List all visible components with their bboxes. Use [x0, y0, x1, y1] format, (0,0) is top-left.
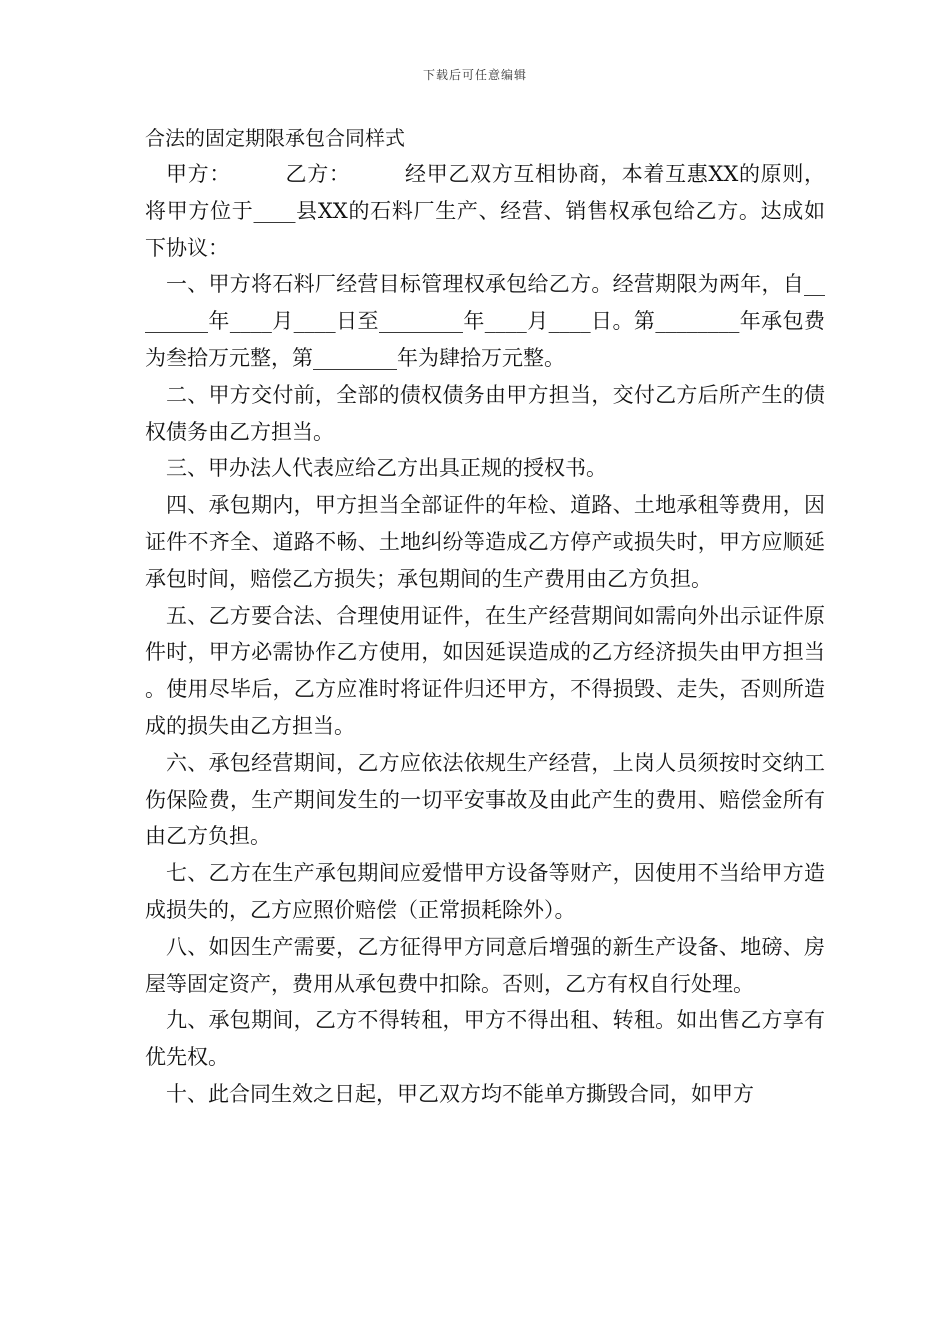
clause-7: 七、乙方在生产承包期间应爱惜甲方设备等财产，因使用不当给甲方造成损失的，乙方应照价赔偿（正常损耗除外）。	[145, 861, 825, 922]
clause-1: 一、甲方将石料厂经营目标管理权承包给乙方。经营期限为两年，自________年____月____日至________年____月____日。第________年承包费为叁拾万元整，第________年为肆拾万元整。	[145, 272, 825, 370]
document-title: 合法的固定期限承包合同样式	[145, 126, 405, 150]
document-body	[145, 122, 825, 1113]
clause-2: 二、甲方交付前，全部的债权债务由甲方担当，交付乙方后所产生的债权债务由乙方担当。	[145, 382, 825, 444]
clause-5: 五、乙方要合法、合理使用证件，在生产经营期间如需向外出示证件原件时，甲方必需协作乙方使用，如因延误造成的乙方经济损失由甲方担当。使用尽毕后，乙方应准时将证件归还甲方，不得损毁、走失，否则所造成的损失由乙方担当。	[145, 603, 825, 738]
clause-3: 三、甲办法人代表应给乙方出具正规的授权书。	[166, 456, 607, 481]
clause-9: 九、承包期间，乙方不得转租，甲方不得出租、转租。如出售乙方享有优先权。	[145, 1008, 825, 1070]
header-note: 下载后可任意编辑	[422, 68, 527, 82]
clause-8: 八、如因生产需要，乙方征得甲方同意后增强的新生产设备、地磅、房屋等固定资产，费用从承包费中扣除。否则，乙方有权自行处理。	[145, 934, 825, 996]
clause-6: 六、承包经营期间，乙方应依法依规生产经营，上岗人员须按时交纳工伤保险费，生产期间发生的一切平安事故及由此产生的费用、赔偿金所有由乙方负担。	[145, 750, 825, 849]
clause-4: 四、承包期内，甲方担当全部证件的年检、道路、土地承租等费用，因证件不齐全、道路不畅、土地纠纷等造成乙方停产或损失时，甲方应顺延承包时间，赔偿乙方损失；承包期间的生产费用由乙方负担。	[145, 493, 825, 591]
clause-10: 十、此合同生效之日起，甲乙双方均不能单方撕毁合同，如甲方	[166, 1081, 754, 1106]
paragraph-intro: 甲方： 乙方： 经甲乙双方互相协商，本着互惠XX的原则，将甲方位于____县XX的石料厂生产、经营、销售权承包给乙方。达成如下协议：	[145, 162, 825, 260]
